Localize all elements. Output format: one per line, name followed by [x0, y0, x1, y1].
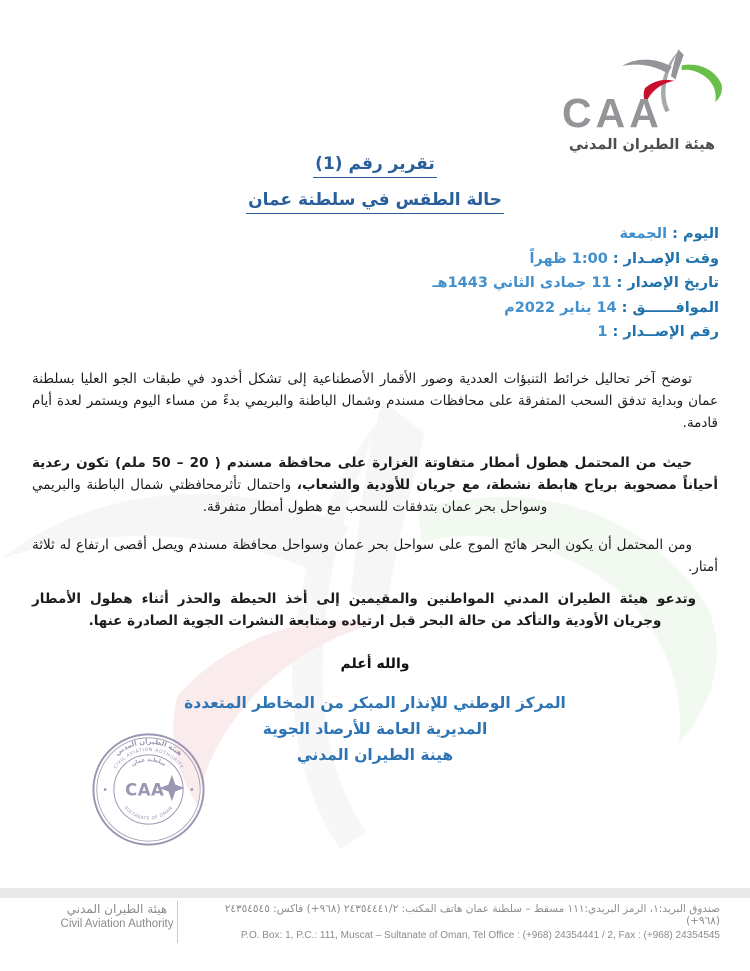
caa-wordmark: CAA [562, 90, 663, 136]
svg-text:سلطنة عمان [131, 757, 167, 768]
issue-info-block [433, 222, 719, 345]
footer-address-english: P.O. Box: 1, P.C.: 111, Muscat – Sultanate of Oman, Tel Office : (+968) 24354441 / 2, Fax : (+968) 24354545 [240, 930, 720, 941]
paragraph-rainfall-rest: واحتمال تأثرمحافظتي شمال الباطنة والبريمي وسواحل بحر عمان بتدفقات للسحب مع هطول أمطار متفرقة. [32, 477, 548, 515]
info-issue-date-gregorian: الموافــــــق :14 يناير 2022م [504, 299, 719, 316]
footer-vertical-divider [177, 901, 178, 943]
stamp-arc-oman-arabic: سلطنة عمان [130, 757, 167, 768]
caa-official-stamp [90, 731, 207, 848]
stamp-arc-sultanate: SULTANATE OF OMAN [122, 805, 175, 822]
footer-org-block [52, 902, 182, 930]
report-subject-title: حالة الطقس في سلطنة عمان [0, 190, 750, 214]
paragraph-rainfall-bold: حيث من المحتمل هطول أمطار متفاوتة الغزارة على محافظة مسندم ( 20 – 50 ملم) تكون رعدية أحياناً مصحوبة برياح هابطة نشطة، مع جريان للأودية والشعاب، [32, 455, 718, 493]
stamp-caa-text: CAA [125, 780, 165, 800]
info-issue-date-hijri: تاريخ الإصدار :11 جمادى الثاني 1443هـ [432, 275, 719, 292]
signature-directorate-name: المديرية العامة للأرصاد الجوية [262, 720, 488, 738]
paragraph-sea-state: ومن المحتمل أن يكون البحر هائج الموج على سواحل بحر عمان وسواحل محافظة مسندم ويصل أقصى ارتفاع له ثلاثة أمتار. [32, 537, 718, 575]
caa-logo [560, 48, 724, 154]
info-issue-time: وقت الإصـدار :1:00 ظهراً [529, 250, 719, 267]
report-number-title: تقرير رقم (1) [0, 154, 750, 178]
paragraph-forecast-overview: توضح آخر تحاليل خرائط التنبؤات العددية وصور الأقمار الأصطناعية إلى تشكل أخدود في طبقات الجو العليا بسلطنة عمان وبداية تدفق السحب المتفرقة على محافظات مسندم وشمال الباطنة والبريمي بدءً من مساء اليوم ويستمر لعدة أيام قادمة. [32, 371, 718, 431]
closing-tagline: والله أعلم [340, 656, 410, 672]
paragraph-advisory: وتدعو هيئة الطيران المدني المواطنين والمقيمين إلى أخذ الحيطة والحذر أثناء هطول الأمطار وجريان الأودية والتأكد من حالة البحر قبل ارتياده ومتابعة النشرات الجوية الصادرة عنها. [32, 591, 696, 629]
footer-org-arabic: هيئة الطيران المدني [66, 902, 168, 916]
signature-authority-name: هينة الطيران المدني [296, 746, 454, 764]
info-issue-number: رقم الإصــدار :1 [597, 324, 719, 341]
footer-org-english: Civil Aviation Authority [60, 918, 174, 930]
paragraph-rainfall-details [32, 452, 718, 518]
stamp-arc-arabic-name: هيئة الطيران المدني [113, 737, 184, 758]
stamp-arc-english-name: CIVIL AVIATION AUTHORITY [113, 747, 184, 771]
footer-address-arabic: صندوق البريد:١، الرمز البريدي:١١١ مسقط – سلطنة عمان هاتف المكتب: ٢٤٣٥٤٤٤١/٢ (٩٦٨+) فاكس: ٢٤٣٥٤٥٤٥ (٩٦٨+) [224, 903, 720, 927]
caa-org-name-arabic: هيئة الطيران المدني [568, 137, 716, 153]
footer-separator-band [0, 888, 750, 898]
signature-center-name: المركز الوطني للإنذار المبكر من المخاطر المتعددة [184, 694, 566, 712]
info-day: اليوم :الجمعة [619, 226, 719, 242]
footer-address-block [200, 903, 720, 941]
